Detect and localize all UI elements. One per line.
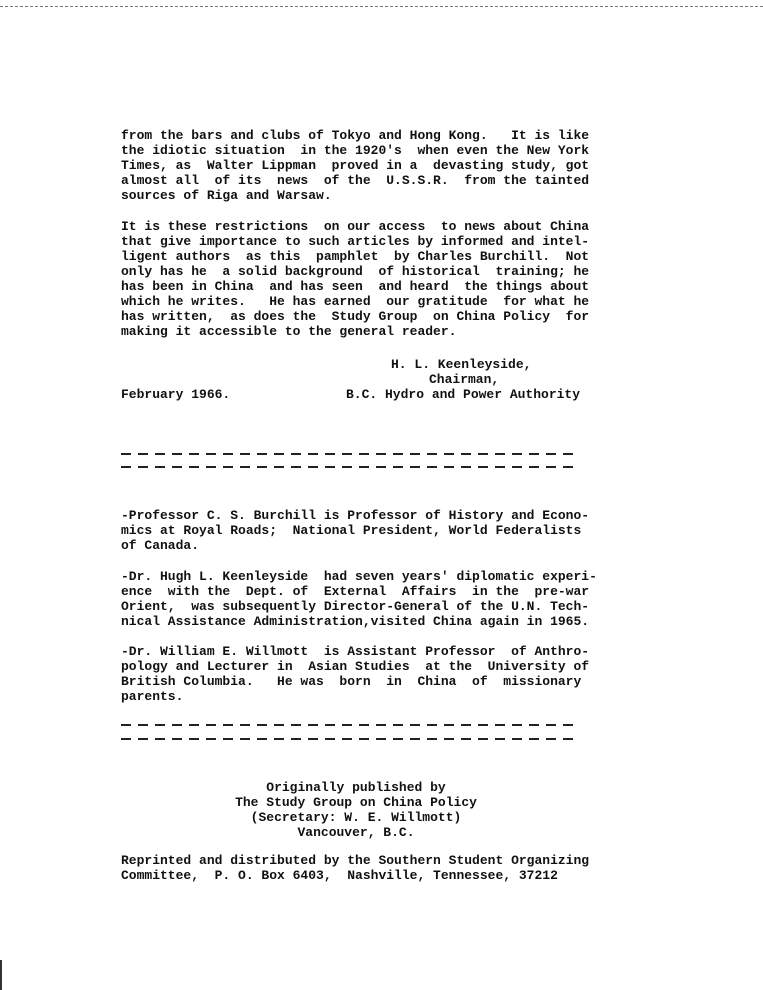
text-line: ligent authors as this pamphlet by Charles Burchill. Not	[121, 249, 590, 264]
scan-edge-mark	[0, 960, 2, 990]
text-line: has written, as does the Study Group on China Policy for	[121, 309, 590, 324]
text-line: ence with the Dept. of External Affairs in the pre-war	[121, 584, 590, 599]
bio-keenleyside	[121, 569, 597, 629]
text-line: pology and Lecturer in Asian Studies at the University of	[121, 659, 590, 674]
divider-dashes	[121, 466, 573, 468]
text-line: Originally published by	[266, 780, 446, 795]
text-line: that give importance to such articles by informed and intel-	[121, 234, 590, 249]
text-line: parents.	[121, 689, 184, 704]
text-line: of Canada.	[121, 538, 200, 553]
reprint-note	[121, 853, 591, 883]
text-line: sources of Riga and Warsaw.	[121, 188, 332, 203]
text-line: almost all of its news of the U.S.S.R. from the tainted	[121, 173, 590, 188]
text-line: It is these restrictions on our access to news about China	[121, 219, 590, 234]
text-line: -Dr. Hugh L. Keenleyside had seven years' diplomatic experi-	[121, 569, 597, 584]
text-line: only has he a solid background of historical training; he	[121, 264, 590, 279]
divider-dashes	[121, 453, 573, 455]
text-line: from the bars and clubs of Tokyo and Hong Kong. It is like	[121, 128, 590, 143]
text-line: (Secretary: W. E. Willmott)	[250, 810, 462, 825]
text-line: mics at Royal Roads; National President, World Federalists	[121, 523, 582, 538]
text-line: Vancouver, B.C.	[297, 825, 415, 840]
signature-name: H. L. Keenleyside,	[391, 357, 532, 372]
text-line: nical Assistance Administration,visited China again in 1965.	[121, 614, 590, 629]
publisher-block	[121, 780, 591, 840]
text-line: -Dr. William E. Willmott is Assistant Professor of Anthro-	[121, 644, 590, 659]
text-line: -Professor C. S. Burchill is Professor of History and Econo-	[121, 508, 590, 523]
top-dashed-border	[0, 0, 763, 7]
letter-date: February 1966.	[121, 387, 231, 402]
text-line: making it accessible to the general reader.	[121, 324, 457, 339]
paragraph-intro-end	[121, 128, 591, 203]
paragraph-restrictions	[121, 219, 591, 339]
text-line: Reprinted and distributed by the Southern Student Organizing	[121, 853, 590, 868]
text-line: The Study Group on China Policy	[235, 795, 477, 810]
text-line: which he writes. He has earned our gratitude for what he	[121, 294, 590, 309]
text-line: British Columbia. He was born in China of missionary	[121, 674, 582, 689]
divider-dashes	[121, 724, 573, 726]
divider-dashes	[121, 738, 573, 740]
signature-org: B.C. Hydro and Power Authority	[346, 387, 581, 402]
text-line: Committee, P. O. Box 6403, Nashville, Tennessee, 37212	[121, 868, 558, 883]
text-line: Times, as Walter Lippman proved in a devasting study, got	[121, 158, 590, 173]
bio-willmott	[121, 644, 591, 704]
bio-burchill	[121, 508, 591, 553]
text-line: has been in China and has seen and heard the things about	[121, 279, 590, 294]
text-line: the idiotic situation in the 1920's when even the New York	[121, 143, 590, 158]
signature-role: Chairman,	[429, 372, 500, 387]
text-line: Orient, was subsequently Director-General of the U.N. Tech-	[121, 599, 590, 614]
